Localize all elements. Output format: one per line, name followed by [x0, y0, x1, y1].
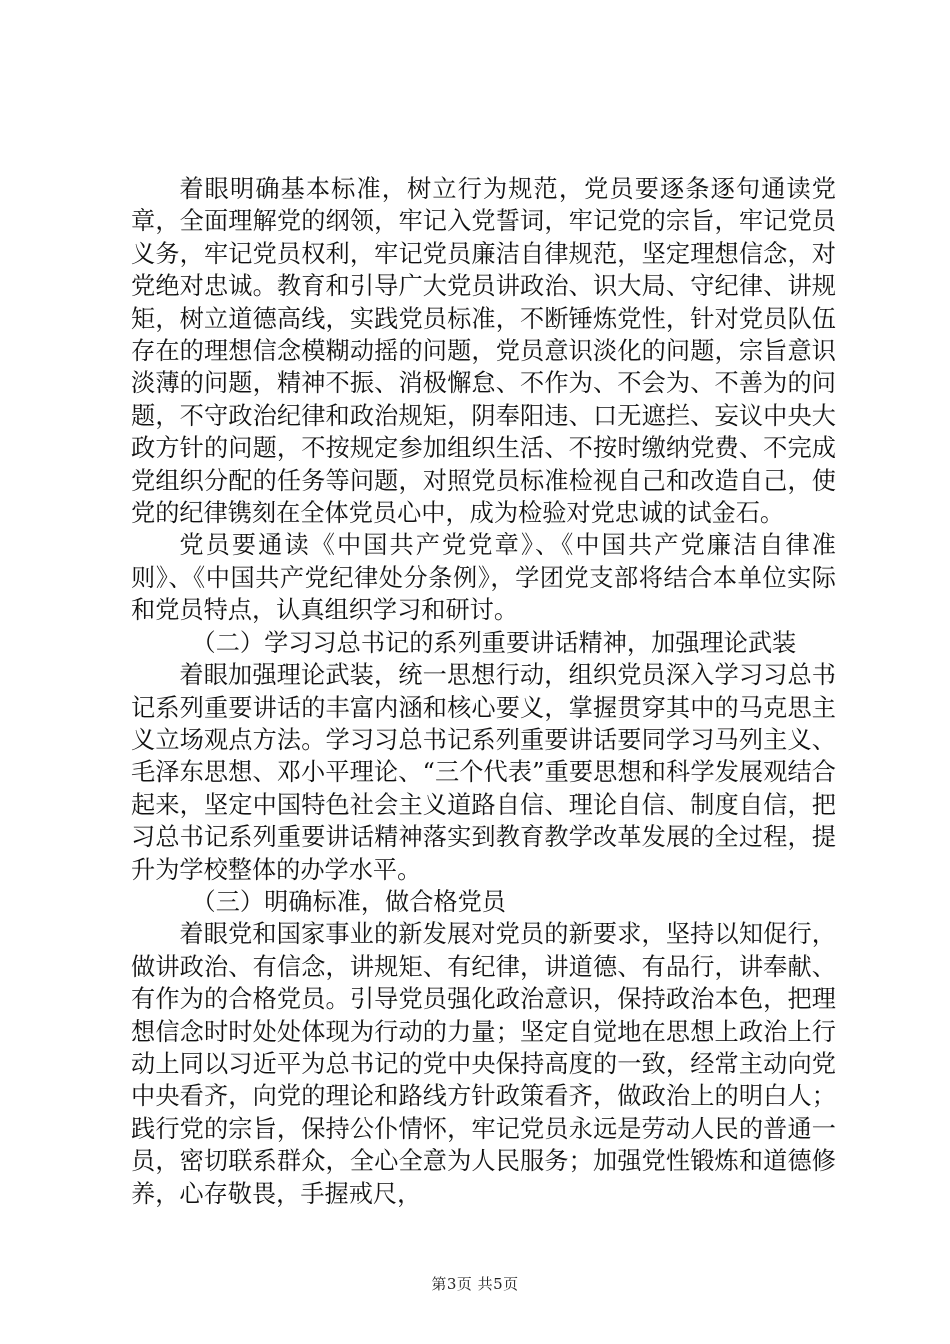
- section-heading-2: （二）学习习总书记的系列重要讲话精神，加强理论武装: [191, 628, 797, 657]
- document-body: [131, 173, 836, 1210]
- page-number-footer: 第3页 共5页: [431, 1275, 519, 1293]
- paragraph-party-constitution-standards: 着眼明确基本标准，树立行为规范，党员要逐条逐句通读党章，全面理解党的纲领，牢记入党誓词，牢记党的宗旨，牢记党员义务，牢记党员权利，牢记党员廉洁自律规范，坚定理想信念，对党绝对忠诚。教育和引导广大党员讲政治、识大局、守纪律、讲规矩，树立道德高线，实践党员标准，不断锤炼党性，针对党员队伍存在的理想信念模糊动摇的问题，党员意识淡化的问题，宗旨意识淡薄的问题，精神不振、消极懈怠、不作为、不会为、不善为的问题，不守政治纪律和政治规矩，阴奉阳违、口无遮拦、妄议中央大政方针的问题，不按规定参加组织生活、不按时缴纳党费、不完成党组织分配的任务等问题，对照党员标准检视自己和改造自己，使党的纪律镌刻在全体党员心中，成为检验对党忠诚的试金石。: [131, 175, 836, 528]
- paragraph-reading-requirements: 党员要通读《中国共产党党章》、《中国共产党廉洁自律准则》、《中国共产党纪律处分条例》，学团党支部将结合本单位实际和党员特点，认真组织学习和研讨。: [131, 531, 836, 625]
- section-heading-3: （三）明确标准，做合格党员: [191, 887, 506, 916]
- paragraph-qualified-member: 着眼党和国家事业的新发展对党员的新要求，坚持以知促行，做讲政治、有信念，讲规矩、有纪律，讲道德、有品行，讲奉献、有作为的合格党员。引导党员强化政治意识，保持政治本色，把理想信念时时处处体现为行动的力量；坚定自觉地在思想上政治上行动上同以习近平为总书记的党中央保持高度的一致，经常主动向党中央看齐，向党的理论和路线方针政策看齐，做政治上的明白人；践行党的宗旨，保持公仆情怀，牢记党员永远是劳动人民的普通一员，密切联系群众，全心全意为人民服务；加强党性锻炼和道德修养，心存敬畏，手握戒尺，: [131, 920, 836, 1208]
- paragraph-theory-study: 着眼加强理论武装，统一思想行动，组织党员深入学习习总书记系列重要讲话的丰富内涵和核心要义，掌握贯穿其中的马克思主义立场观点方法。学习习总书记系列重要讲话要同学习马列主义、毛泽东思想、邓小平理论、“三个代表”重要思想和科学发展观结合起来，坚定中国特色社会主义道路自信、理论自信、制度自信，把习总书记系列重要讲话精神落实到教育教学改革发展的全过程，提升为学校整体的办学水平。: [131, 661, 836, 884]
